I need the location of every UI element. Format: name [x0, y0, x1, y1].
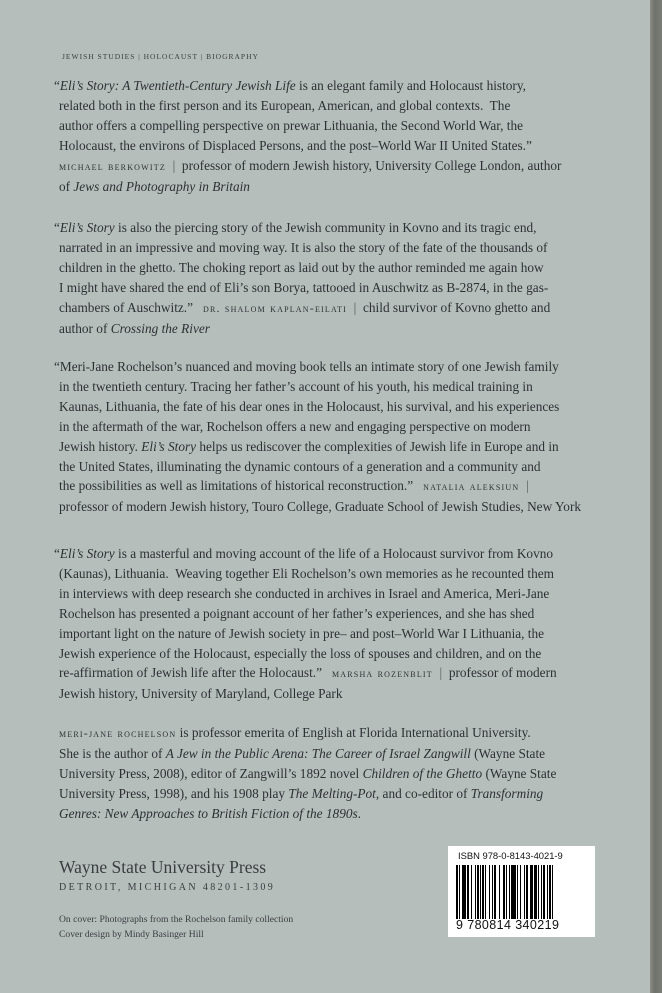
- text-run: in the aftermath of the war, Rochelson offers a new and engaging perspective on modern: [59, 418, 531, 434]
- text-run: Jewish history, University of Maryland, College Park: [59, 686, 343, 702]
- text-run: important light on the nature of Jewish society in pre– and post–World War I Lithuania, the: [59, 625, 545, 641]
- text-run: , and co-editor of: [375, 785, 471, 801]
- text-line: [59, 624, 607, 644]
- text-run: Kaunas, Lithuania, the fate of his dear ones in the Holocaust, his survival, and his experiences: [59, 398, 560, 414]
- barcode-bars: [456, 865, 587, 919]
- credit-line-photo: On cover: Photographs from the Rochelson family collection: [59, 914, 294, 925]
- text-run: “: [54, 78, 60, 93]
- text-run: professor of modern Jewish history, University College London, author: [181, 157, 562, 173]
- text-line: [59, 377, 607, 397]
- text-line: [59, 397, 607, 417]
- text-run: is professor emerita of English at Florida International University.: [176, 725, 531, 740]
- text-line: [59, 116, 607, 136]
- text-run: (Wayne State: [482, 765, 557, 781]
- text-line: [59, 644, 607, 664]
- text-run: (Kaunas), Lithuania. Weaving together Eli Rochelson’s own memories as he recounted them: [59, 565, 554, 581]
- text-run: chambers of Auschwitz.”: [59, 299, 204, 315]
- text-run: is also the piercing story of the Jewish community in Kovno and its tragic end,: [114, 220, 537, 235]
- text-line: [54, 76, 607, 96]
- italic-title: The Melting-Pot: [288, 785, 376, 801]
- text-line: [59, 238, 607, 258]
- text-run: related both in the first person and its European, American, and global contexts. The: [59, 97, 511, 113]
- italic-title: A Jew in the Public Arena: The Career of Israel Zangwill: [165, 745, 471, 761]
- text-line: [59, 564, 607, 584]
- attribution-name: michael berkowitz: [59, 158, 166, 173]
- text-line: [59, 784, 607, 804]
- text-line: [59, 437, 607, 457]
- text-run: She is the author of: [59, 745, 166, 761]
- category-line: JEWISH STUDIES | HOLOCAUST | BIOGRAPHY: [62, 52, 259, 61]
- cover-credits: [59, 912, 293, 942]
- text-line: [59, 476, 607, 497]
- text-run: author of: [59, 320, 111, 336]
- italic-title: Eli’s Story: [59, 220, 115, 235]
- text-line: [59, 136, 607, 156]
- text-line: [59, 744, 607, 764]
- text-run: University Press, 2008), editor of Zangwill’s 1892 novel: [59, 765, 363, 781]
- italic-title: Eli’s Story: [59, 546, 115, 561]
- barcode-box: [448, 846, 595, 937]
- text-run: Jewish experience of the Holocaust, especially the loss of spouses and children, and on the: [59, 645, 542, 661]
- text-run: helps us rediscover the complexities of Jewish life in Europe and in: [196, 438, 559, 454]
- italic-title: Transforming: [470, 785, 544, 801]
- separator: |: [519, 478, 529, 494]
- attribution-name: marsha rozenblit: [331, 666, 433, 681]
- text-run: in the twentieth century. Tracing her father’s account of his youth, his medical training in: [59, 378, 533, 394]
- text-line: [59, 177, 607, 197]
- text-run: is a masterful and moving account of the life of a Holocaust survivor from Kovno: [114, 546, 554, 561]
- italic-title: Jews and Photography in Britain: [73, 178, 250, 194]
- text-line: [59, 417, 607, 437]
- attribution-name: natalia aleksiun: [423, 479, 520, 494]
- italic-title: Genres: New Approaches to British Fiction of the 1890s: [59, 805, 358, 821]
- publisher-block: [59, 857, 275, 893]
- text-line: [59, 278, 607, 298]
- text-line: [59, 319, 607, 339]
- text-line: [59, 298, 607, 319]
- text-line: [54, 357, 607, 377]
- text-run: in interviews with deep research she conducted in archives in Israel and America, Meri-Jane: [59, 585, 550, 601]
- italic-title: Eli’s Story: A Twentieth-Century Jewish Life: [59, 78, 296, 93]
- attribution-name: dr. shalom kaplan-eilati: [203, 300, 348, 315]
- text-line: [59, 604, 607, 624]
- text-run: child survivor of Kovno ghetto and: [363, 299, 551, 315]
- text-line: [59, 663, 607, 684]
- author-bio: [59, 723, 607, 824]
- text-line: [59, 584, 607, 604]
- barcode-digits: 9 780814 340219: [456, 918, 560, 932]
- isbn-label: ISBN 978-0-8143-4021-9: [458, 850, 563, 861]
- italic-title: Children of the Ghetto: [362, 765, 483, 781]
- text-run: re-affirmation of Jewish life after the Holocaust.”: [59, 665, 332, 681]
- text-line: [59, 96, 607, 116]
- text-line: [59, 258, 607, 278]
- text-run: “Meri-Jane Rochelson’s nuanced and moving book tells an intimate story of one Jewish family: [54, 359, 559, 374]
- text-run: “: [54, 220, 60, 235]
- text-run: the possibilities as well as limitations of historical reconstruction.”: [59, 478, 424, 494]
- text-run: professor of modern: [448, 665, 557, 681]
- text-line: [59, 723, 607, 744]
- text-line: [59, 804, 607, 824]
- text-line: [59, 497, 607, 517]
- text-run: Rochelson has presented a poignant account of her father’s experiences, and she has shed: [59, 605, 535, 621]
- blurb-berkowitz: [54, 76, 607, 196]
- attribution-name: meri-jane rochelson: [59, 726, 177, 740]
- text-line: [59, 764, 607, 784]
- spine-edge: [650, 0, 662, 993]
- text-run: author offers a compelling perspective on prewar Lithuania, the Second World War, the: [59, 117, 524, 133]
- text-run: (Wayne State: [470, 745, 546, 761]
- publisher-city: DETROIT, MICHIGAN 48201-1309: [59, 882, 276, 893]
- text-run: .: [357, 805, 361, 821]
- separator: |: [432, 665, 449, 681]
- barcode-bar: [553, 865, 555, 919]
- text-run: “: [54, 546, 60, 561]
- text-run: professor of modern Jewish history, Touro College, Graduate School of Jewish Studies, New York: [59, 499, 582, 515]
- italic-title: Crossing the River: [110, 320, 210, 336]
- separator: |: [165, 157, 182, 173]
- italic-title: Eli’s Story: [141, 438, 197, 454]
- blurb-rozenblit: [54, 544, 607, 704]
- text-line: [54, 218, 607, 238]
- text-run: I might have shared the end of Eli’s son Borya, tattooed in Auschwitz as B-2874, in the gas-: [59, 279, 549, 295]
- separator: |: [347, 299, 363, 315]
- text-line: [59, 156, 607, 177]
- blurb-kaplan-eilati: [54, 218, 607, 338]
- text-line: [54, 544, 607, 564]
- text-line: [59, 457, 607, 477]
- text-line: [59, 684, 607, 704]
- text-run: narrated in an impressive and moving way. It is also the story of the fate of the thousands of: [59, 239, 548, 255]
- blurb-aleksiun: [54, 357, 607, 517]
- text-run: children in the ghetto. The choking report as laid out by the author reminded me again how: [59, 259, 544, 275]
- publisher-name: Wayne State University Press: [59, 857, 267, 877]
- text-run: is an elegant family and Holocaust history,: [295, 78, 526, 93]
- text-run: Jewish history.: [59, 438, 142, 454]
- credit-line-design: Cover design by Mindy Basinger Hill: [59, 929, 204, 940]
- text-run: Holocaust, the environs of Displaced Persons, and the post–World War II United States.”: [59, 137, 532, 153]
- text-run: of: [59, 178, 74, 194]
- text-run: University Press, 1998), and his 1908 play: [59, 785, 289, 801]
- text-run: the United States, illuminating the dynamic contours of a generation and a community and: [59, 458, 541, 474]
